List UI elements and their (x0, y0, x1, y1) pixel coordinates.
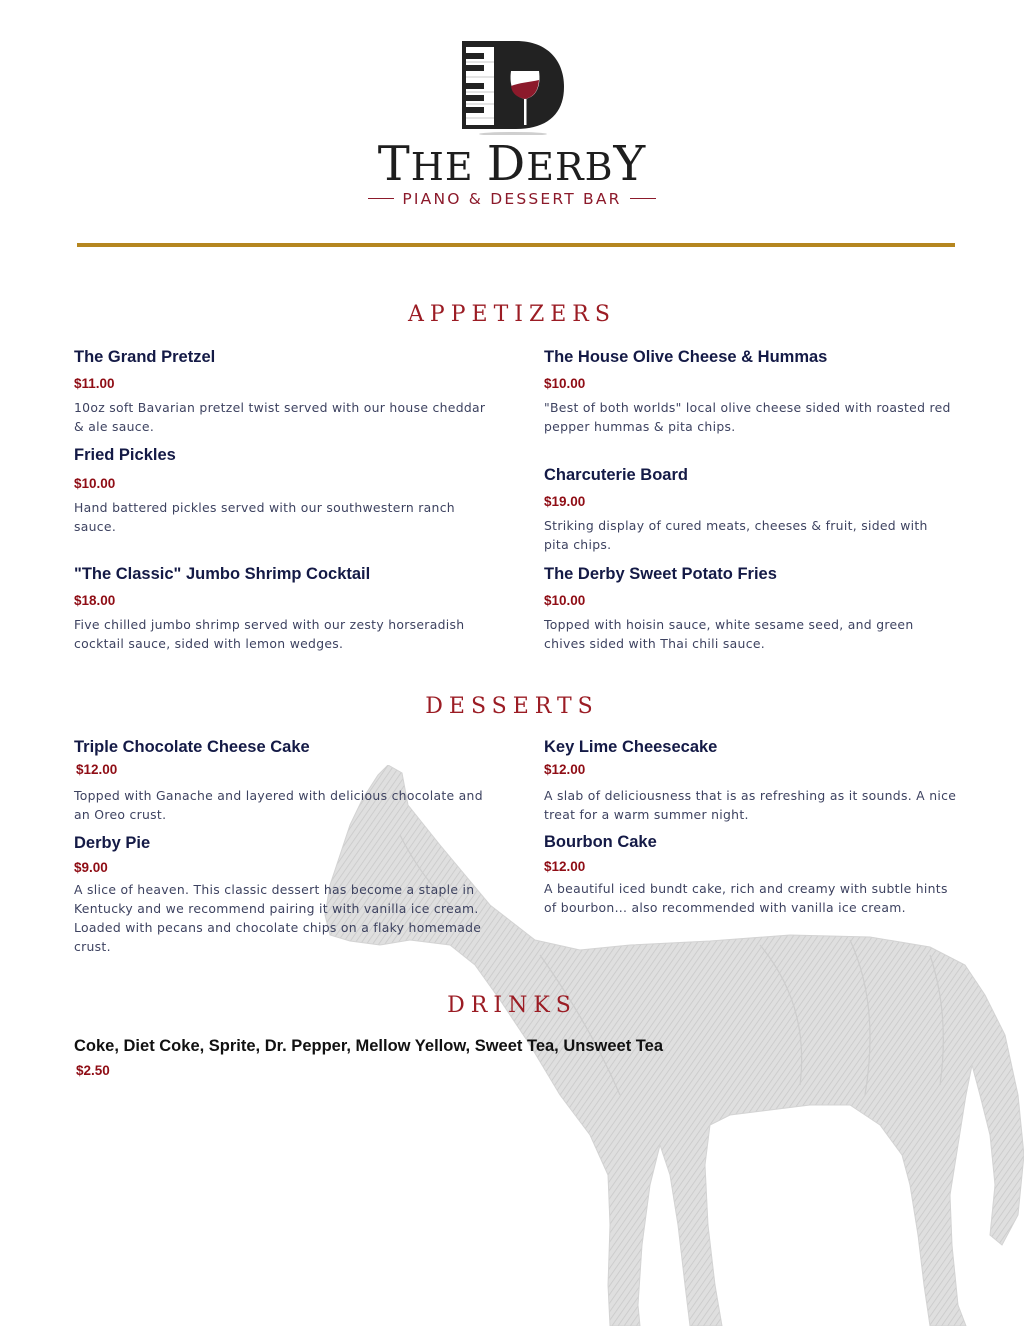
menu-item (544, 563, 954, 653)
item-price: $9.00 (74, 860, 108, 875)
menu-item (544, 346, 954, 436)
item-name: "The Classic" Jumbo Shrimp Cocktail (74, 565, 371, 583)
item-name: The Grand Pretzel (74, 348, 216, 366)
item-name: The Derby Sweet Potato Fries (544, 565, 777, 583)
item-name: Triple Chocolate Cheese Cake (74, 738, 310, 756)
menu-item (544, 736, 960, 824)
section-title-drinks: DRINKS (447, 993, 577, 1018)
item-description: Topped with hoisin sauce, white sesame seed, and green chives sided with Thai chili sauce. (544, 617, 914, 651)
item-price: $19.00 (544, 494, 586, 509)
item-description: "Best of both worlds" local olive cheese sided with roasted red pepper hummas & pita chips. (544, 400, 951, 434)
item-name: Charcuterie Board (544, 466, 688, 484)
item-price: $12.00 (544, 859, 586, 874)
menu-item (74, 736, 494, 824)
item-price: $2.50 (76, 1063, 110, 1078)
section-title-appetizers: APPETIZERS (408, 302, 616, 327)
item-price: $12.00 (76, 762, 118, 777)
item-description: Striking display of cured meats, cheeses & fruit, sided with pita chips. (544, 518, 928, 552)
menu-item (74, 346, 494, 436)
piano-wine-glass-logo-icon (460, 39, 566, 135)
menu-item (544, 831, 960, 917)
menu-item (74, 832, 494, 956)
header-divider (77, 243, 955, 247)
item-name: Key Lime Cheesecake (544, 738, 718, 756)
item-price: $18.00 (74, 593, 116, 608)
item-description: A beautiful iced bundt cake, rich and creamy with subtle hints of bourbon... also recommended with vanilla ice cream. (544, 881, 948, 915)
item-price: $10.00 (544, 593, 586, 608)
menu-item (74, 563, 494, 653)
item-name: The House Olive Cheese & Hummas (544, 348, 828, 366)
item-name: Bourbon Cake (544, 833, 657, 851)
item-price: $10.00 (74, 476, 116, 491)
item-description: Five chilled jumbo shrimp served with our zesty horseradish cocktail sauce, sided with lemon wedges. (74, 617, 465, 651)
item-description: Hand battered pickles served with our southwestern ranch sauce. (74, 500, 455, 534)
item-price: $10.00 (544, 376, 586, 391)
brand-subtitle: PIANO & DESSERT BAR (0, 188, 1024, 210)
item-price: $12.00 (544, 762, 586, 777)
subtitle-dash-right (630, 198, 656, 200)
item-name: Fried Pickles (74, 446, 176, 464)
item-description: Topped with Ganache and layered with delicious chocolate and an Oreo crust. (74, 788, 483, 822)
menu-item (544, 464, 954, 554)
menu-item (74, 1035, 774, 1081)
item-name: Derby Pie (74, 834, 151, 852)
item-name: Coke, Diet Coke, Sprite, Dr. Pepper, Mellow Yellow, Sweet Tea, Unsweet Tea (74, 1037, 663, 1055)
item-description: A slice of heaven. This classic dessert has become a staple in Kentucky and we recommend pairing it with vanilla ice cream. Loaded with pecans and chocolate chips on a flaky homemade crust. (74, 882, 482, 954)
subtitle-dash-left (368, 198, 394, 200)
menu-item (74, 444, 494, 536)
item-description: A slab of deliciousness that is as refreshing as it sounds. A nice treat for a warm summer night. (544, 788, 957, 822)
item-price: $11.00 (74, 376, 115, 391)
brand-title: THE DERBY (377, 136, 647, 192)
item-description: 10oz soft Bavarian pretzel twist served with our house cheddar & ale sauce. (74, 400, 486, 434)
section-title-desserts: DESSERTS (425, 694, 599, 719)
